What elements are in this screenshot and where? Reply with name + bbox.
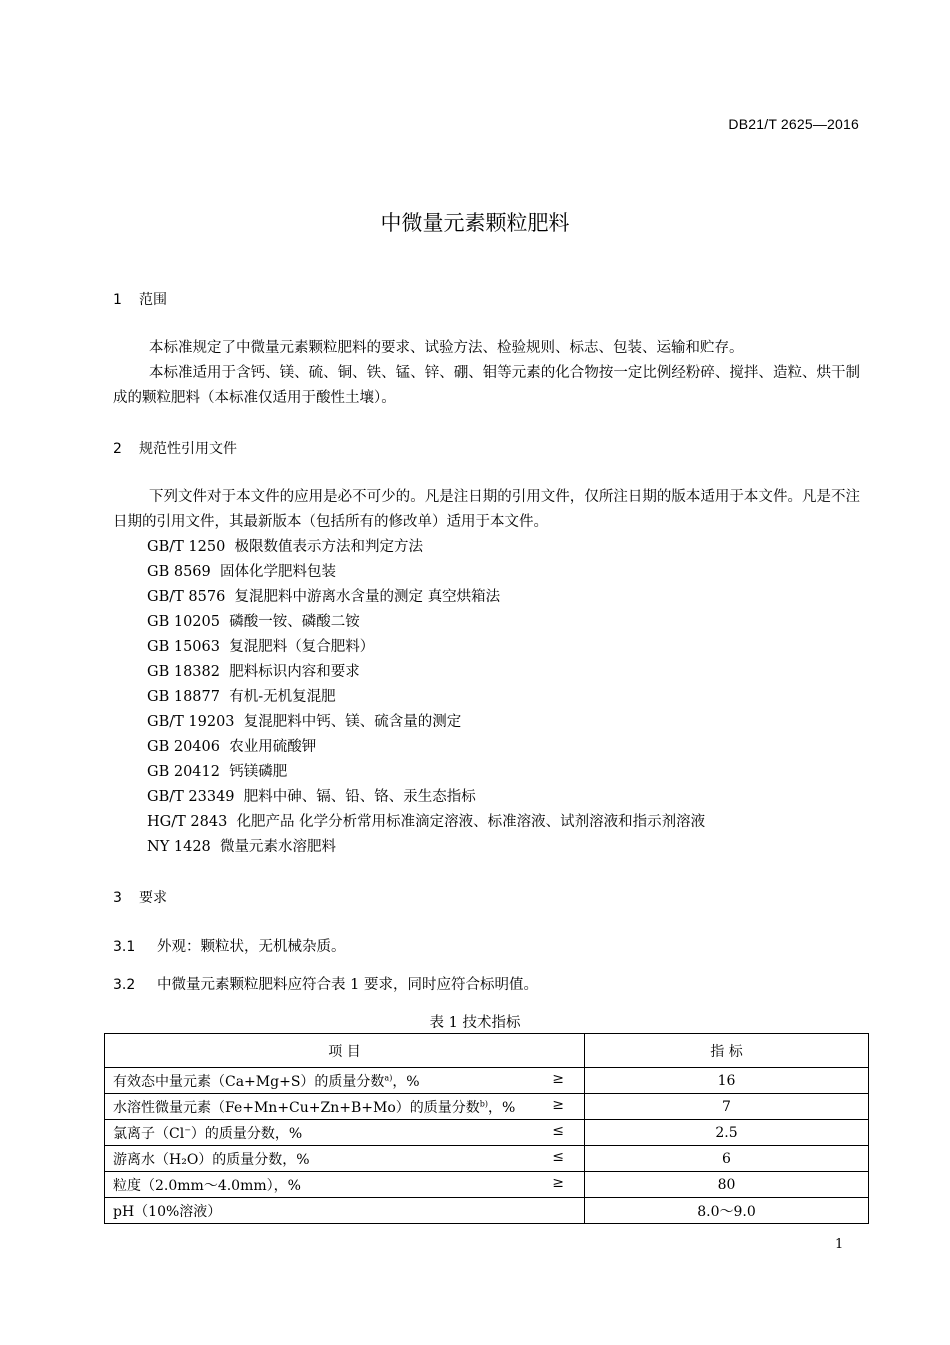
table-row bbox=[105, 1068, 869, 1094]
row-value: 80 bbox=[585, 1172, 869, 1198]
section-2-heading bbox=[113, 438, 237, 458]
reference-item: HG/T 2843 化肥产品 化学分析常用标准滴定溶液、标准溶液、试剂溶液和指示剂溶液 bbox=[147, 814, 706, 830]
row-value: 2.5 bbox=[585, 1120, 869, 1146]
scope-paragraph-2 bbox=[113, 361, 860, 411]
reference-item: GB 20412 钙镁磷肥 bbox=[147, 764, 288, 780]
reference-item: GB 20406 农业用硫酸钾 bbox=[147, 739, 317, 755]
row-item: 游离水（H₂O）的质量分数，% ≤ bbox=[105, 1146, 585, 1172]
reference-item: GB/T 1250 极限数值表示方法和判定方法 bbox=[147, 539, 424, 555]
column-header-value: 指 标 bbox=[585, 1034, 869, 1068]
document-title: 中微量元素颗粒肥料 bbox=[380, 211, 570, 235]
reference-item: GB 8569 固体化学肥料包装 bbox=[147, 564, 336, 580]
table-row bbox=[105, 1120, 869, 1146]
relation-symbol: ≥ bbox=[552, 1097, 564, 1113]
clause-text: 中微量元素颗粒肥料应符合表 1 要求，同时应符合标明值。 bbox=[157, 977, 538, 993]
section-number: 3 bbox=[113, 890, 122, 906]
row-value: 7 bbox=[585, 1094, 869, 1120]
clause-3-2 bbox=[113, 973, 538, 994]
section-1-heading bbox=[113, 289, 167, 309]
row-value: 6 bbox=[585, 1146, 869, 1172]
row-item: 水溶性微量元素（Fe+Mn+Cu+Zn+B+Mo）的质量分数$^{b)}$，% ≥ bbox=[105, 1094, 585, 1120]
section-title: 范围 bbox=[139, 292, 167, 308]
normative-intro bbox=[113, 485, 860, 535]
clause-number: 3.2 bbox=[113, 977, 136, 993]
paragraph-text: 下列文件对于本文件的应用是必不可少的。凡是注日期的引用文件，仅所注日期的版本适用于本文件。凡是不注日期的引用文件，其最新版本（包括所有的修改单）适用于本文件。 bbox=[113, 489, 860, 530]
row-item: pH（10%溶液） bbox=[105, 1198, 585, 1224]
row-item: 粒度（2.0mm～4.0mm），% ≥ bbox=[105, 1172, 585, 1198]
reference-list bbox=[147, 535, 705, 860]
paragraph-text: 本标准适用于含钙、镁、硫、铜、铁、锰、锌、硼、钼等元素的化合物按一定比例经粉碎、搅拌、造粒、烘干制成的颗粒肥料（本标准仅适用于酸性土壤）。 bbox=[113, 365, 860, 406]
section-number: 1 bbox=[113, 292, 122, 308]
clause-3-1 bbox=[113, 935, 346, 956]
table-header-row bbox=[105, 1034, 869, 1068]
row-item: 氯离子（Cl−）的质量分数，% ≤ bbox=[105, 1120, 585, 1146]
reference-item: GB 18877 有机-无机复混肥 bbox=[147, 689, 336, 705]
clause-text: 外观：颗粒状，无机械杂质。 bbox=[157, 939, 346, 955]
section-title: 要求 bbox=[139, 890, 167, 906]
relation-symbol: ≤ bbox=[552, 1123, 564, 1139]
reference-item: GB/T 23349 肥料中砷、镉、铅、铬、汞生态指标 bbox=[147, 789, 476, 805]
row-value: 16 bbox=[585, 1068, 869, 1094]
table-row bbox=[105, 1094, 869, 1120]
table-row bbox=[105, 1172, 869, 1198]
table-row bbox=[105, 1198, 869, 1224]
reference-item: GB/T 19203 复混肥料中钙、镁、硫含量的测定 bbox=[147, 714, 462, 730]
reference-item: GB 10205 磷酸一铵、磷酸二铵 bbox=[147, 614, 360, 630]
page-number: 1 bbox=[835, 1237, 844, 1252]
technical-spec-table bbox=[104, 1033, 869, 1224]
table-row bbox=[105, 1146, 869, 1172]
clause-number: 3.1 bbox=[113, 939, 136, 955]
row-item: 有效态中量元素（Ca+Mg+S）的质量分数$^{a)}$，% ≥ bbox=[105, 1068, 585, 1094]
table-caption: 表 1 技术指标 bbox=[429, 1015, 521, 1031]
reference-item: NY 1428 微量元素水溶肥料 bbox=[147, 839, 336, 855]
reference-item: GB 18382 肥料标识内容和要求 bbox=[147, 664, 360, 680]
relation-symbol: ≥ bbox=[552, 1175, 564, 1191]
standard-code: DB21/T 2625—2016 bbox=[728, 116, 859, 132]
relation-symbol: ≤ bbox=[552, 1149, 564, 1165]
relation-symbol: ≥ bbox=[552, 1071, 564, 1087]
row-value: 8.0～9.0 bbox=[585, 1198, 869, 1224]
column-header-item: 项 目 bbox=[105, 1034, 585, 1068]
section-number: 2 bbox=[113, 441, 122, 457]
scope-paragraph-1 bbox=[113, 336, 860, 361]
reference-item: GB 15063 复混肥料（复合肥料） bbox=[147, 639, 375, 655]
reference-item: GB/T 8576 复混肥料中游离水含量的测定 真空烘箱法 bbox=[147, 589, 501, 605]
section-title: 规范性引用文件 bbox=[139, 441, 237, 457]
section-3-heading bbox=[113, 887, 167, 907]
paragraph-text: 本标准规定了中微量元素颗粒肥料的要求、试验方法、检验规则、标志、包装、运输和贮存。 bbox=[149, 340, 744, 356]
